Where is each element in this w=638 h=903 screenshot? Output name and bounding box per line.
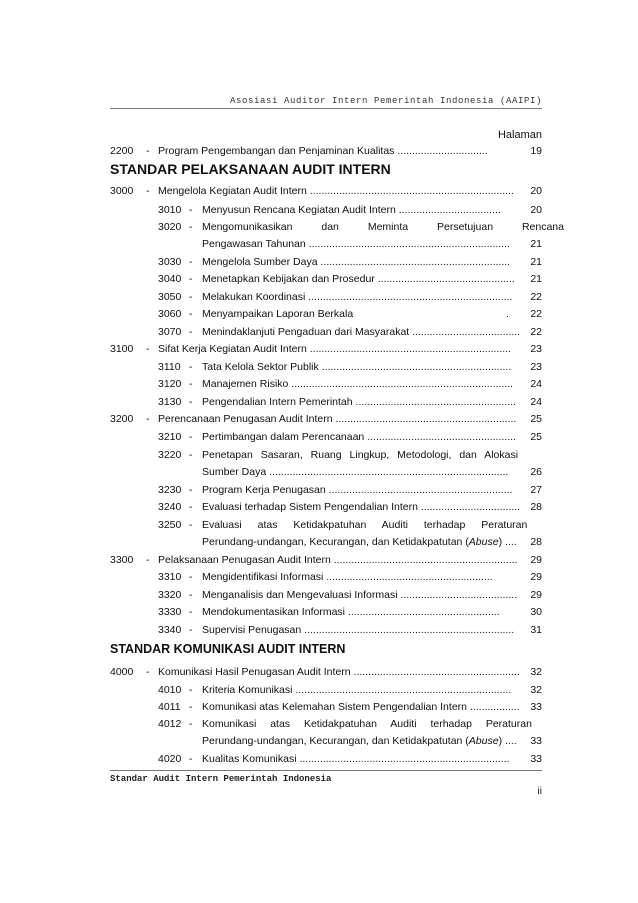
toc-code: 3230 [158,484,182,496]
toc-text: Menganalisis dan Mengevaluasi Informasi ........................................ [202,589,518,601]
toc-page: 31 [530,624,542,636]
toc-dash: - [146,413,150,425]
toc-page: 32 [530,684,542,696]
toc-dash: - [189,326,193,338]
toc-page: 29 [530,554,542,566]
toc-row-3020[interactable] [110,219,564,235]
toc-dash: - [146,343,150,355]
toc-text: Perundang-undangan, Kecurangan, dan Ketidakpatutan (Abuse) .... [202,735,517,747]
toc-page: 28 [530,501,542,513]
section-heading-pelaksanaan: STANDAR PELAKSANAAN AUDIT INTERN [110,161,391,177]
toc-dash: - [189,684,193,696]
running-header: Asosiasi Auditor Intern Pemerintah Indonesia (AAIPI) [229,96,542,106]
toc-dash: - [189,753,193,765]
toc-code: 3040 [158,273,182,285]
toc-text: Pengawasan Tahunan ..................................................................... [202,238,510,250]
toc-row-3110[interactable] [110,359,542,375]
toc-page: 29 [530,571,542,583]
toc-code: 4020 [158,753,182,765]
toc-dash: - [189,589,193,601]
toc-text: Supervisi Penugasan ........................................................................ [202,624,515,636]
toc-text: Pengendalian Intern Pemerintah ....................................................... [202,396,516,408]
toc-page: 22 [530,308,542,320]
toc-row-4011[interactable] [110,699,542,715]
toc-code: 4012 [158,718,182,730]
toc-code: 3020 [158,221,182,233]
toc-text: Manajemen Risiko ............................................................................ [202,378,513,390]
toc-code: 3310 [158,571,182,583]
toc-row-4000[interactable] [110,664,542,680]
toc-dash: - [146,185,150,197]
toc-dash: - [146,145,150,157]
toc-code: 4000 [110,666,134,678]
toc-row-3040[interactable] [110,271,542,287]
toc-row-3220[interactable] [110,447,542,463]
toc-dash: - [189,256,193,268]
toc-row-3320[interactable] [110,587,542,603]
section-heading-komunikasi: STANDAR KOMUNIKASI AUDIT INTERN [110,642,346,656]
toc-dash: - [146,666,150,678]
toc-dash: - [146,554,150,566]
toc-code: 3110 [158,361,181,373]
toc-row-3200[interactable] [110,411,542,427]
toc-code: 3000 [110,185,134,197]
toc-row-4012[interactable] [110,716,542,732]
toc-row-4010[interactable] [110,682,542,698]
toc-page: 22 [530,326,542,338]
halaman-label: Halaman [497,129,542,141]
toc-code: 3120 [158,378,182,390]
toc-code: 2200 [110,145,134,157]
toc-text: Sifat Kerja Kegiatan Audit Intern ..................................................................... [158,343,512,355]
toc-text: Menyusun Rencana Kegiatan Audit Intern ................................... [202,204,501,216]
toc-text: Program Kerja Penugasan ............................................................... [202,484,513,496]
toc-text: Menetapkan Kebijakan dan Prosedur ............................................... [202,273,515,285]
toc-row-3020-cont[interactable] [110,236,542,252]
toc-text: Perencanaan Penugasan Audit Intern .............................................................. [158,413,517,425]
toc-text: Komunikasi Hasil Penugasan Audit Intern ......................................................... [158,666,520,678]
toc-dash: - [189,606,193,618]
toc-row-3050[interactable] [110,289,542,305]
toc-row-3250-cont[interactable] [110,534,542,550]
toc-page: 19 [530,145,542,157]
toc-text: Kriteria Komunikasi .......................................................................... [202,684,512,696]
toc-row-3070[interactable] [110,324,542,340]
running-footer: Standar Audit Intern Pemerintah Indonesia [110,774,332,784]
toc-dash: - [189,718,193,730]
toc-code: 3200 [110,413,134,425]
toc-dash: - [189,308,193,320]
toc-page: 27 [530,484,542,496]
toc-text: Kualitas Komunikasi ........................................................................ [202,753,510,765]
toc-text: Komunikasi atas Ketidakpatuhan Auditi terhadap Peraturan [202,718,532,730]
toc-row-3340[interactable] [110,622,542,638]
toc-code: 3030 [158,256,182,268]
toc-row-3230[interactable] [110,482,542,498]
toc-code: 3130 [158,396,182,408]
toc-text: Evaluasi terhadap Sistem Pengendalian Intern .................................. [202,501,521,513]
toc-row-4020[interactable] [110,751,542,767]
header-rule [110,108,542,109]
toc-text: Mengelola Kegiatan Audit Intern ...................................................................... [158,185,514,197]
toc-text: Perundang-undangan, Kecurangan, dan Ketidakpatutan (Abuse) .... [202,536,517,548]
toc-row-3030[interactable] [110,254,542,270]
toc-page: 24 [530,378,542,390]
toc-dash: - [189,361,193,373]
toc-code: 3250 [158,519,182,531]
toc-text: Mengomunikasikan dan Meminta Persetujuan Rencana [202,221,564,233]
toc-page: 23 [530,343,542,355]
toc-row-3000[interactable] [110,183,542,199]
toc-row-3250[interactable] [110,517,542,533]
toc-page: 33 [530,735,542,747]
toc-text: Menindaklanjuti Pengaduan dari Masyarakat ..................................... [202,326,521,338]
toc-code: 3220 [158,449,182,461]
toc-dash: - [189,204,193,216]
toc-dash: - [189,519,193,531]
toc-dash: - [189,431,193,443]
toc-page: 30 [530,606,542,618]
toc-dash: - [189,291,193,303]
footer-rule [110,770,542,771]
toc-row-4012-cont[interactable] [110,733,542,749]
toc-code: 3320 [158,589,182,601]
toc-page: 20 [530,204,542,216]
toc-row-3220-cont[interactable] [110,464,542,480]
toc-page: 21 [530,238,542,250]
toc-leader-dot: . [506,308,509,320]
toc-page: 28 [530,536,542,548]
toc-dash: - [189,221,193,233]
toc-text: Mengelola Sumber Daya ................................................................. [202,256,511,268]
toc-row-3310[interactable] [110,569,542,585]
toc-page: 22 [530,291,542,303]
toc-code: 3240 [158,501,182,513]
toc-page: 33 [530,753,542,765]
toc-page: 20 [530,185,542,197]
toc-code: 3010 [158,204,182,216]
toc-code: 3100 [110,343,134,355]
toc-row-3060[interactable] [110,306,542,322]
toc-row-3330[interactable] [110,604,542,620]
toc-text: Mengidentifikasi Informasi ......................................................... [202,571,493,583]
toc-text: Evaluasi atas Ketidakpatuhan Auditi terhadap Peraturan [202,519,528,531]
toc-text: Pelaksanaan Penugasan Audit Intern ............................................................... [158,554,518,566]
toc-page: 25 [530,431,542,443]
toc-text: Melakukan Koordinasi ...................................................................... [202,291,513,303]
toc-page: 23 [530,361,542,373]
toc-page: 32 [530,666,542,678]
toc-page: 21 [530,256,542,268]
toc-row-2200[interactable] [110,143,542,159]
toc-row-3010[interactable] [110,202,542,218]
toc-code: 4010 [158,684,182,696]
toc-text: Komunikasi atas Kelemahan Sistem Pengendalian Intern ................. [202,701,520,713]
toc-row-3210[interactable] [110,429,542,445]
toc-code: 4011 [158,701,181,713]
toc-text: Penetapan Sasaran, Ruang Lingkup, Metodologi, dan Alokasi [202,449,519,461]
toc-page: 21 [530,273,542,285]
toc-page: 24 [530,396,542,408]
toc-text: Sumber Daya .................................................................................. [202,466,509,478]
toc-text: Program Pengembangan dan Penjaminan Kualitas ............................... [158,145,488,157]
toc-dash: - [189,624,193,636]
toc-code: 3330 [158,606,182,618]
toc-dash: - [189,273,193,285]
toc-text: Menyampaikan Laporan Berkala [202,308,354,320]
toc-page: 26 [530,466,542,478]
toc-text: Tata Kelola Sektor Publik ................................................................. [202,361,512,373]
toc-row-3100[interactable] [110,341,542,357]
toc-dash: - [189,396,193,408]
toc-dash: - [189,501,193,513]
toc-dash: - [189,701,193,713]
toc-code: 3210 [158,431,182,443]
toc-dash: - [189,571,193,583]
toc-row-3240[interactable] [110,499,542,515]
toc-dash: - [189,449,193,461]
toc-code: 3070 [158,326,182,338]
page-number: ii [537,786,542,797]
toc-page: 33 [530,701,542,713]
toc-text: Pertimbangan dalam Perencanaan ................................................... [202,431,516,443]
toc-text: Mendokumentasikan Informasi .................................................... [202,606,500,618]
toc-code: 3300 [110,554,134,566]
toc-code: 3050 [158,291,182,303]
toc-page: 29 [530,589,542,601]
toc-page: 25 [530,413,542,425]
toc-code: 3340 [158,624,182,636]
toc-dash: - [189,378,193,390]
toc-row-3300[interactable] [110,552,542,568]
toc-dash: - [189,484,193,496]
toc-code: 3060 [158,308,182,320]
toc-row-3130[interactable] [110,394,542,410]
toc-row-3120[interactable] [110,376,542,392]
